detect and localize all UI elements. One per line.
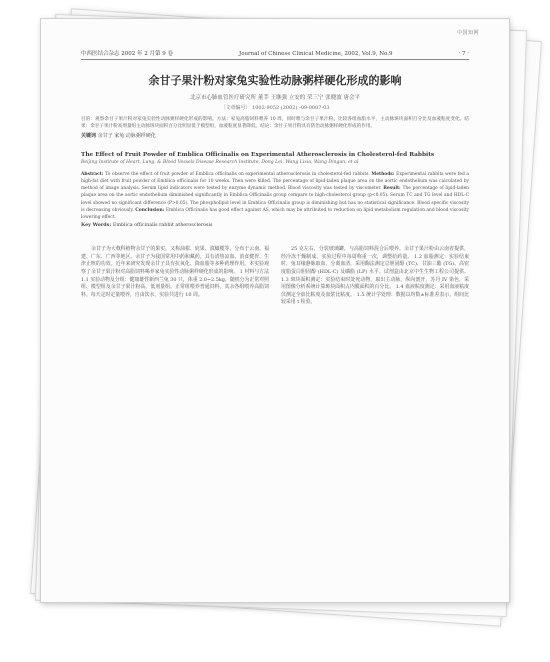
keywords-en-label: Key Words <box>81 222 110 229</box>
abstract-en-objective: To observe the effect of fruit powder of Emblica officinalis on experimental atherosclerosis in cholesterol-fed rabbits. <box>105 171 370 177</box>
body-column-left <box>81 246 269 307</box>
abstract-en-result: The percentage of lipid-laden plaque area on the aortic endothelium diminished significantly in Emblica Officinalis group compare to high-cholesterol group (p<0.05). Serum TC and TG level and HDL-C level showed no significant difference (P>0.05). The phospholipid level in Emblica Officinalis group is diminishing but has no statistical significance. Blood specific viscosity is decreasing obviously. <box>81 186 470 213</box>
keywords-en: Emblica officinalis rabbit atherosclerosis <box>112 223 213 229</box>
front-page <box>40 18 510 603</box>
abstract-en-conclusion: Emblica Officinalis has good effect against AS, which may be attributed to reduction on lipid metabolism regulation and blood viscosity lowering effect. <box>81 207 469 221</box>
header-left: 中西医结合杂志 2002 年 2 月第 9 卷 <box>81 51 173 57</box>
keywords-en-line: Key Words: Emblica officinalis rabbit atherosclerosis <box>81 222 213 229</box>
keywords-cn-label: 关键词 <box>81 132 97 139</box>
body-text <box>81 246 469 307</box>
header-page-number: · 7 · <box>458 51 469 57</box>
authors-affiliation-en: Beijing Institute of Heart, Lung, & Blood Vessels Disease Research Institute, Dong Lei, Wang Lixia, Wang Dingan, et al <box>81 159 359 165</box>
paper-stack <box>40 18 510 603</box>
result-label: Result <box>383 186 400 192</box>
article-title-cn: 余甘子果汁粉对家兔实验性动脉粥样硬化形成的影响 <box>148 74 402 87</box>
abstract-cn: 目的：观察余甘子果汁粉对家兔实验性动脉粥样硬化形成的影响。方法：家兔高脂饲料喂养 10 周，同时喂与余甘子果汁粉。比较各组血脂水平，主动脉斑块面积百分比及血液粘度变化。结果：余甘子果汁粉高剂量组主动脉斑块面积百分比明显低于模型组，血液粘度显著降低。结论：余甘子果汁粉具有防治动脉粥样硬化形成的作用。 <box>81 117 469 130</box>
authors-affiliation-cn: 北京市心肺血管医疗研究所 董莘 王继强 立安的 荣三宁 张晓波 唐会平 <box>190 95 360 101</box>
abstract-en-methods: Experimental rabbits were fed a high-fat diet with fruit powder of Emblica officinalis for 10 weeks. Then were killed. The percentage of lipid-laden plaque area on the aortic endothelium was calculated by method of image analysis. Serum lipid indicators were tested by enzyme dynamic method. Blood viscosity was tested by viscometer. <box>81 171 470 192</box>
header-center: Journal of Chinese Clinical Medicine, 2002, Vol.9, No.9 <box>239 51 393 57</box>
abstract-en: Abstract: To observe the effect of fruit powder of Emblica officinalis on experimental atherosclerosis in cholesterol-fed rabbits. Methods: Experimental rabbits were fed a high-fat diet with fruit powder of Emblica officinalis for 10 weeks. Then were killed. The percentage of lipid-laden plaque area on the aortic endothelium was calculated by method of image analysis. Serum lipid indicators were tested by enzyme dynamic method. Blood viscosity was tested by viscometer. Result: The percentage of lipid-laden plaque area on the aortic endothelium diminished significantly in Emblica Officinalis group compare to high-cholesterol group (p<0.05). Serum TC and TG level and HDL-C level showed no significant difference (P>0.05). The phospholipid level in Emblica Officinalis group is diminishing but has no statistical significance. Blood specific viscosity is decreasing obviously. Conclusion: Emblica Officinalis has good effect against AS, which may be attributed to reduction on lipid metabolism regulation and blood viscosity lowering effect. <box>81 171 470 221</box>
conclusion-label: Conclusion <box>135 207 163 213</box>
article-number: 〔文章编号〕 1002-9052 (2002) -09-0007-03 <box>220 105 330 111</box>
keywords-cn: 余甘子 家兔 动脉粥样硬化 <box>97 132 156 139</box>
article-title-en: The Effect of Fruit Powder of Emblica Officinalis on Experimental Atherosclerosis in Cholesterol-fed Rabbits <box>81 151 435 158</box>
abstract-en-label: Abstract <box>81 171 102 177</box>
keywords-cn-line <box>81 132 469 139</box>
running-header <box>81 49 469 60</box>
body-right-text: 25 克左右，分装玻璃罐，与高脂饲料混合后喂养。余甘子果汁粉由云南省提供，经冷冻干燥制成。实验过程中每周称重一次，调整给药量。 1.2 血脂测定：实验结束时，兔耳缘静脉取血，分离血清，采用酶法测定总胆固醇 (TC)、甘油三酯 (TG)、高密度脂蛋白胆固醇 (HDL-C) 及磷脂 (LP) 水平。试剂盒由北京中生生物工程公司提供。 1.3 斑块面积测定：实验结束时处死动物，取出主动脉，纵向剖开，苏丹 IV 染色，采用图像分析系统计算斑块面积占内膜面积的百分比。 1.4 血液粘度测定：采用血液粘度仪测定全血比粘度及血浆比粘度。 1.5 统计学处理：数据以均数±标准差表示，组间比较采用 t 检验。 <box>281 246 469 306</box>
corner-mark: 中国知网 <box>456 30 479 36</box>
body-column-right <box>281 246 469 307</box>
methods-label: Methods <box>371 171 393 177</box>
body-left-text: 余甘子为大戟科植物余甘子的果实，又称油柑、庇果、滇橄榄等，分布于云南、福建、广东、广西等地区。余甘子为我国常用中药和藏药，具有清热凉血、消食健胃、生津止咳的功效。近年来研究发现余甘子具有抗氧化、降血脂等多种药理作用。本实验观察了余甘子果汁粉对高脂饲料喝养家兔实验性动脉粥样硬化形成的影响。 1 材料与方法 1.1 实验动物及分组：健康雄性新西兰兔 30 只，体重 2.0~2.5kg，随机分为正常对照组、模型组及余甘子果汁粉高、低剂量组。正常组喂养普通饲料，其余各组喂养高脂饲料。每天定时定量喂养，自由饮水，实验共进行 10 周。 <box>81 246 269 298</box>
